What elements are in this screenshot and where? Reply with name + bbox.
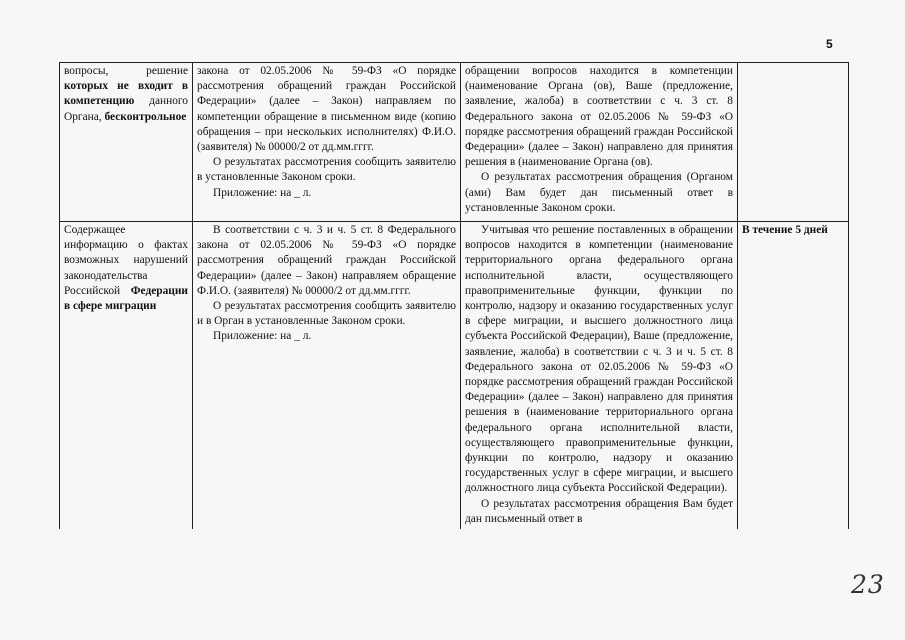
- category-text: вопросы, решение: [64, 65, 188, 77]
- handwritten-page-mark: 23: [851, 570, 885, 599]
- table-cell-reply-text: [461, 63, 738, 222]
- page-number: 5: [826, 37, 833, 51]
- category-text: Содержащее информацию о фактах возможных нарушений законодательства Российской: [64, 224, 188, 297]
- term-text: В течение 5 дней: [742, 224, 828, 236]
- letter-paragraph: закона от 02.05.2006 № 59-ФЗ «О порядке рассмотрения обращений граждан Российской Федерации» (далее – Закон) направляем по компетенции обращение в письменном виде (копию обращения – при нескольких исполнителях) Ф.И.О. (заявителя) № 00000/2 от дд.мм.гггг.: [197, 65, 456, 154]
- table-row: [60, 222, 849, 530]
- table-cell-category: [60, 63, 193, 222]
- category-text-bold: бесконтрольное: [104, 110, 187, 123]
- attachment-line: Приложение: на _ л.: [213, 330, 312, 343]
- table-cell-term: [738, 222, 849, 530]
- table-cell-term: [738, 63, 849, 222]
- reply-paragraph: обращении вопросов находится в компетенции (наименование Органа (ов), Ваше (предложение, заявление, жалоба) в соответствии с ч. 3 ст. 8 Федерального закона от 02.05.2006 № 59-ФЗ «О порядке рассмотрения обращений граждан Российской Федерации» (далее – Закон) направлено для принятия решения в (наименование Органа (ов).: [465, 65, 733, 169]
- table-cell-letter-text: [193, 222, 461, 530]
- table-cell-reply-text: [461, 222, 738, 530]
- attachment-line: Приложение: на _ л.: [213, 186, 312, 199]
- reply-paragraph: Учитывая что решение поставленных в обращении вопросов находится в компетенции (наименование территориального органа федерального органа исполнительной власти, осуществляющего правоприменительные функции, функции по контролю, надзору и оказанию государственных услуг в сфере миграции, и высшего должностного лица субъекта Российской Федерации), Ваше (предложение, заявление, жалоба) в соответствии с ч. 3 и ч. 5 ст. 8 Федерального закона от 02.05.2006 № 59-ФЗ «О порядке рассмотрения обращений граждан Российской Федерации» (далее – Закон) направлено для принятия решения в (наименование территориального органа федерального органа исполнительной власти, осуществляющего правоприменительные функции, функции по контролю, надзору и оказанию государственных услуг в сфере миграции, и высшего должностного лица субъекта Российской Федерации).: [465, 224, 733, 495]
- letter-paragraph: О результатах рассмотрения сообщить заявителю в установленные Законом сроки.: [197, 156, 456, 184]
- category-text-bold: Федерации в сфере миграции: [64, 284, 188, 313]
- category-text: данного Органа,: [64, 95, 188, 123]
- document-table: [59, 62, 849, 529]
- category-text-bold: которых не входит в компетенцию: [64, 80, 188, 108]
- table-row: [60, 63, 849, 222]
- reply-paragraph: О результатах рассмотрения обращения Вам будет дан письменный ответ в: [465, 497, 733, 525]
- letter-paragraph: В соответствии с ч. 3 и ч. 5 ст. 8 Федерального закона от 02.05.2006 № 59-ФЗ «О порядке рассмотрения обращений граждан Российской Федерации» (далее – Закон) направляем обращение Ф.И.О. (заявителя) № 00000/2 от дд.мм.гггг.: [197, 224, 456, 297]
- table-cell-category: [60, 222, 193, 530]
- reply-paragraph: О результатах рассмотрения обращения (Органом (ами) Вам будет дан письменный ответ в установленные Законом сроки.: [465, 171, 733, 214]
- letter-paragraph: О результатах рассмотрения сообщить заявителю и в Орган в установленные Законом сроки.: [197, 300, 456, 328]
- table-cell-letter-text: [193, 63, 461, 222]
